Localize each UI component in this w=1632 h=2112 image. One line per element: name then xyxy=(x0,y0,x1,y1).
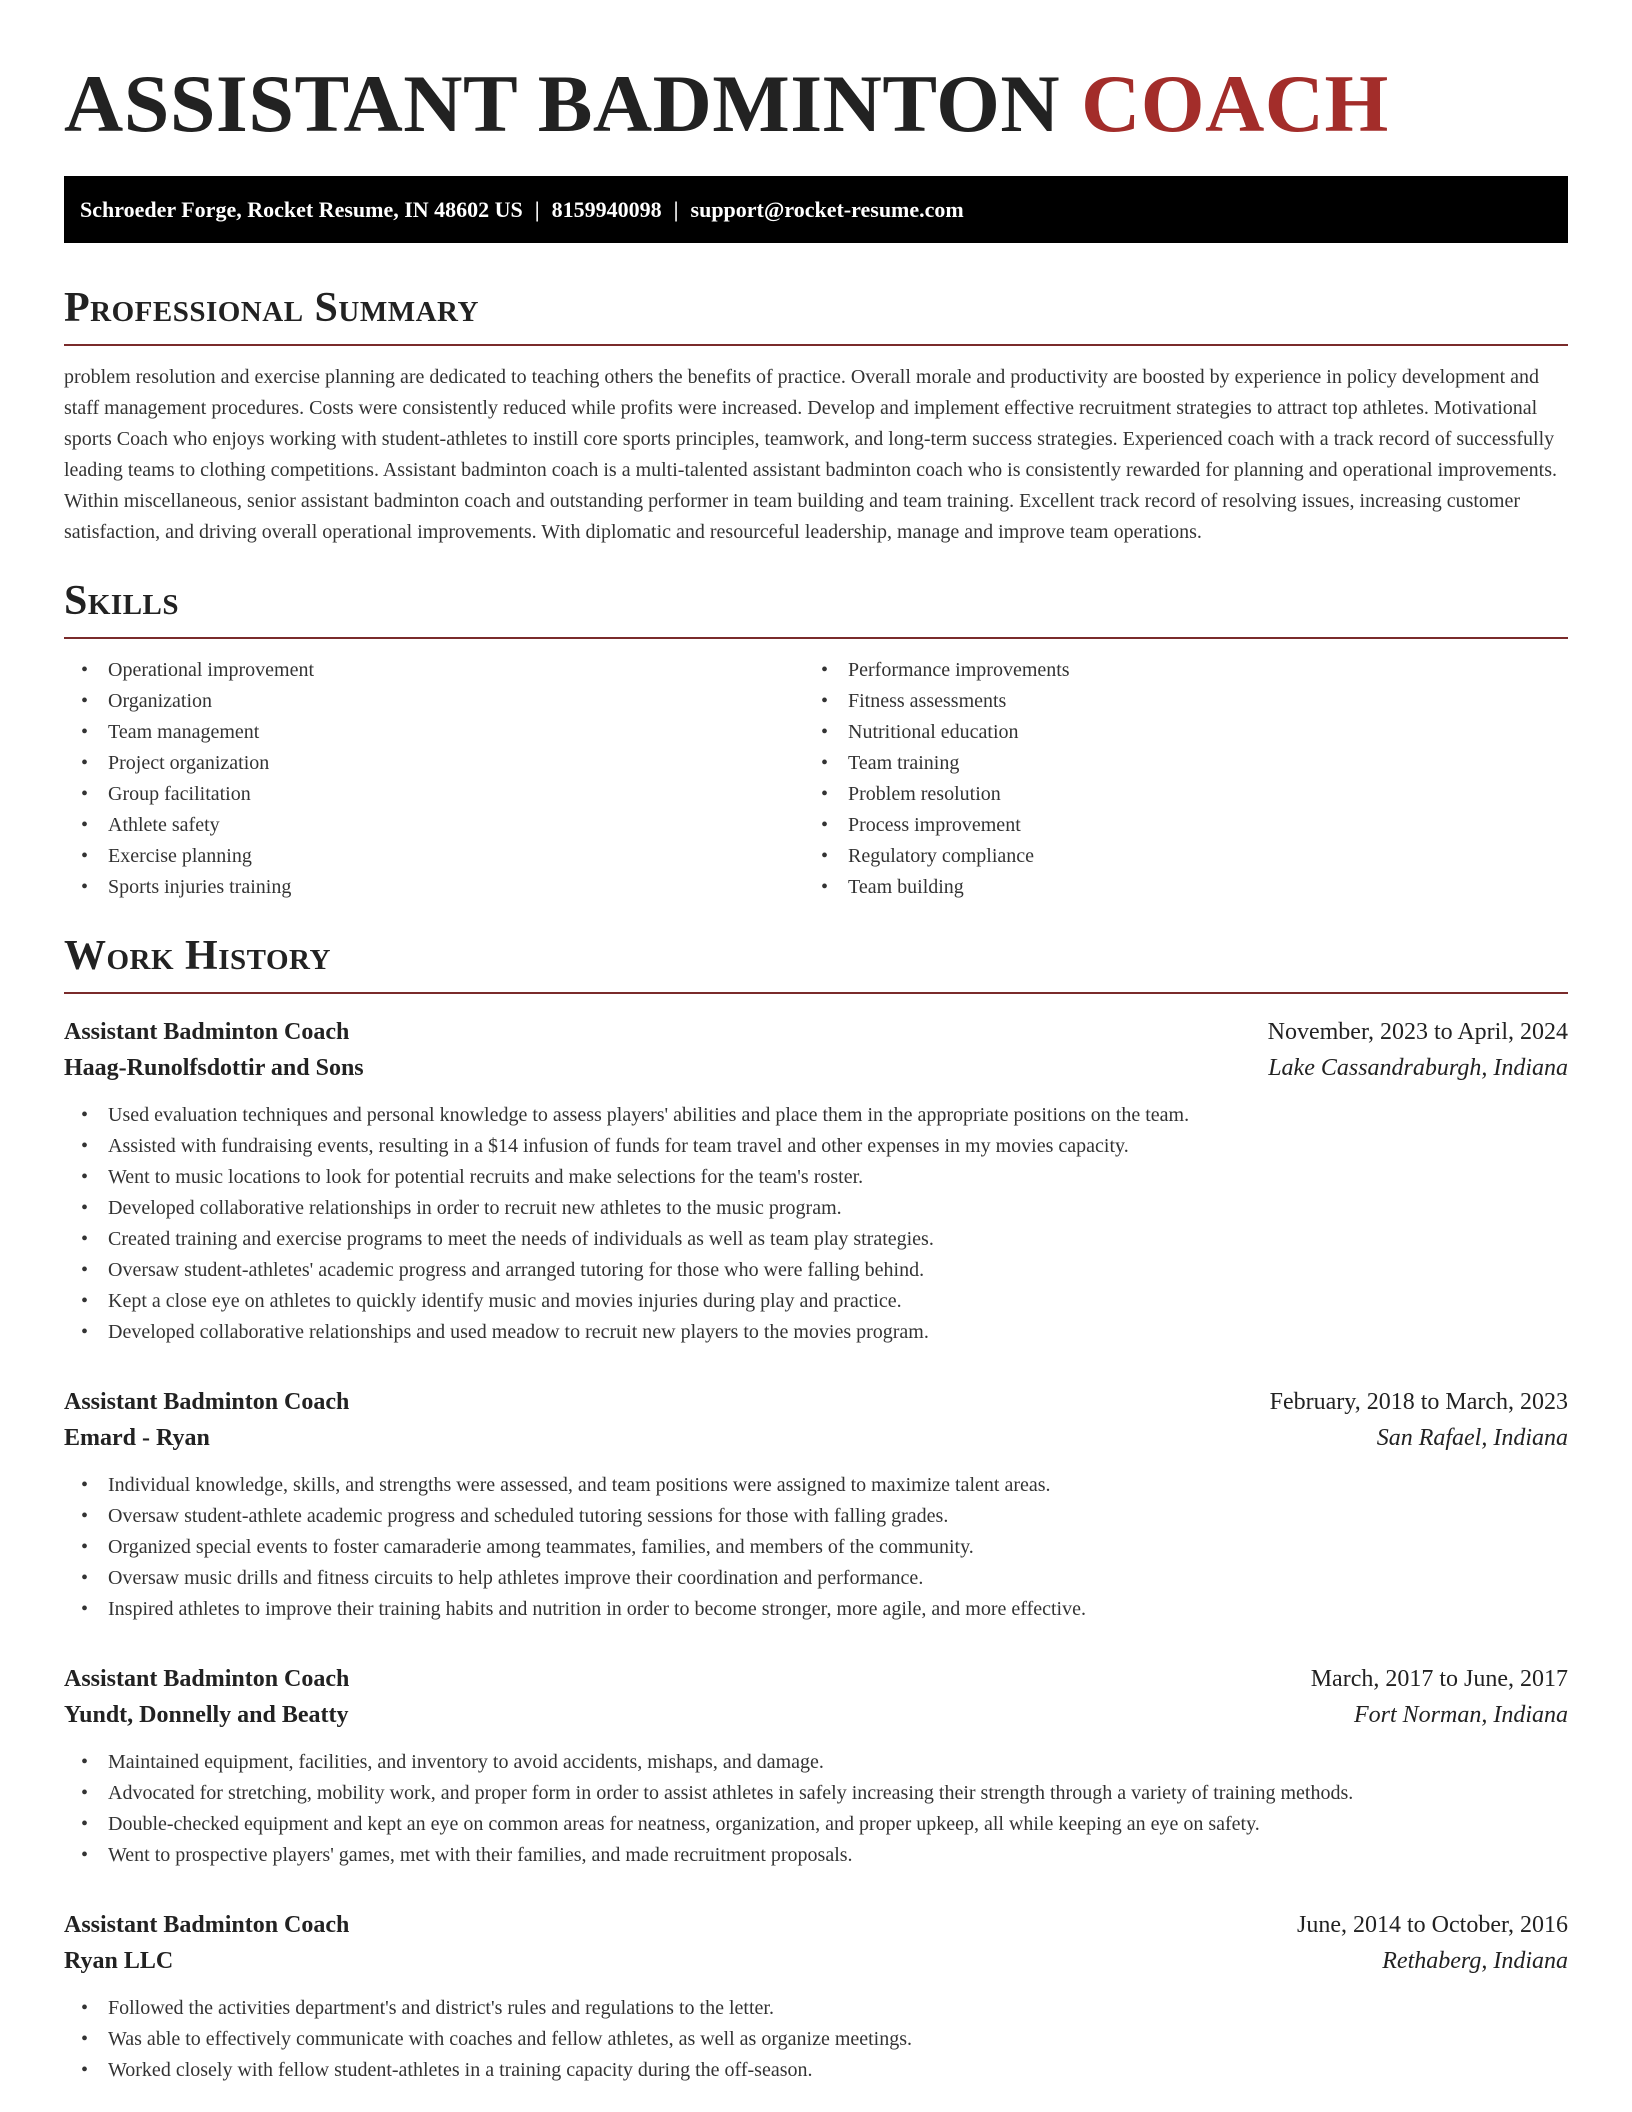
duty-item: • Kept a close eye on athletes to quickly identify music and movies injuries during play and practice. xyxy=(64,1286,1568,1317)
summary-heading: Professional Summary xyxy=(64,285,479,331)
resume-page xyxy=(64,0,1568,2086)
skill-item: • Group facilitation xyxy=(64,779,804,810)
summary-section xyxy=(64,283,1568,548)
duty-item: • Went to prospective players' games, met with their families, and made recruitment proposals. xyxy=(64,1840,1568,1871)
skills-columns xyxy=(64,655,1568,903)
skill-item: • Team management xyxy=(64,717,804,748)
duty-item: • Developed collaborative relationships and used meadow to recruit new players to the movies program. xyxy=(64,1317,1568,1348)
job-title: Assistant Badminton Coach xyxy=(64,1389,350,1415)
job-location: San Rafael, Indiana xyxy=(1376,1425,1568,1451)
contact-bar xyxy=(64,176,1568,243)
duty-item: • Oversaw music drills and fitness circuits to help athletes improve their coordination and performance. xyxy=(64,1563,1568,1594)
skills-list-left xyxy=(64,655,804,903)
duty-item: • Developed collaborative relationships in order to recruit new athletes to the music program. xyxy=(64,1193,1568,1224)
skill-item: • Regulatory compliance xyxy=(804,841,1544,872)
skill-item: • Fitness assessments xyxy=(804,686,1544,717)
duty-item: • Worked closely with fellow student-athletes in a training capacity during the off-season. xyxy=(64,2055,1568,2086)
duty-item: • Followed the activities department's and district's rules and regulations to the letter. xyxy=(64,1993,1568,2024)
work-history-heading: Work History xyxy=(64,933,331,979)
duty-item: • Double-checked equipment and kept an eye on common areas for neatness, organization, and proper upkeep, all while keeping an eye on safety. xyxy=(64,1809,1568,1840)
section-divider xyxy=(64,992,1568,994)
skill-item: • Organization xyxy=(64,686,804,717)
job-entry xyxy=(64,1661,1568,1871)
job-dates: June, 2014 to October, 2016 xyxy=(1297,1912,1568,1938)
job-location: Lake Cassandraburgh, Indiana xyxy=(1268,1055,1568,1081)
job-company-row xyxy=(64,1050,1568,1086)
contact-phone: 8159940098 xyxy=(551,197,662,222)
job-company: Yundt, Donnelly and Beatty xyxy=(64,1702,349,1728)
skill-item: • Athlete safety xyxy=(64,810,804,841)
duty-item: • Inspired athletes to improve their training habits and nutrition in order to become stronger, more agile, and more effective. xyxy=(64,1594,1568,1625)
duty-item: • Created training and exercise programs to meet the needs of individuals as well as team play strategies. xyxy=(64,1224,1568,1255)
duty-item: • Maintained equipment, facilities, and inventory to avoid accidents, mishaps, and damage. xyxy=(64,1747,1568,1778)
contact-email: support@rocket-resume.com xyxy=(690,197,964,222)
job-title-row xyxy=(64,1014,1568,1050)
contact-address: Schroeder Forge, Rocket Resume, IN 48602 US xyxy=(80,197,523,222)
job-company-row xyxy=(64,1697,1568,1733)
job-title-row xyxy=(64,1384,1568,1420)
job-list xyxy=(64,1014,1568,2086)
job-company: Emard - Ryan xyxy=(64,1425,210,1451)
job-dates: February, 2018 to March, 2023 xyxy=(1269,1389,1568,1415)
job-title: Assistant Badminton Coach xyxy=(64,1019,350,1045)
skill-item: • Team training xyxy=(804,748,1544,779)
duty-item: • Went to music locations to look for potential recruits and make selections for the team's roster. xyxy=(64,1162,1568,1193)
job-entry xyxy=(64,1014,1568,1348)
job-duties-list xyxy=(64,1993,1568,2086)
skill-item: • Process improvement xyxy=(804,810,1544,841)
job-duties-list xyxy=(64,1100,1568,1348)
job-location: Fort Norman, Indiana xyxy=(1353,1702,1568,1728)
duty-item: • Used evaluation techniques and personal knowledge to assess players' abilities and place them in the appropriate positions on the team. xyxy=(64,1100,1568,1131)
job-entry xyxy=(64,1907,1568,2086)
work-history-section xyxy=(64,931,1568,2086)
job-dates: November, 2023 to April, 2024 xyxy=(1267,1019,1568,1045)
job-company: Ryan LLC xyxy=(64,1948,174,1974)
summary-text: problem resolution and exercise planning are dedicated to teaching others the benefits of practice. Overall morale and productivity are boosted by experience in policy development and staff management procedures. Costs were consistently reduced while profits were increased. Develop and implement effective recruitment strategies to attract top athletes. Motivational sports Coach who enjoys working with student-athletes to instill core sports principles, teamwork, and long-term success strategies. Experienced coach with a track record of successfully leading teams to clothing competitions. Assistant badminton coach is a multi-talented assistant badminton coach who is consistently rewarded for planning and operational improvements. Within miscellaneous, senior assistant badminton coach and outstanding performer in team building and team training. Excellent track record of resolving issues, increasing customer satisfaction, and driving overall operational improvements. With diplomatic and resourceful leadership, manage and improve team operations. xyxy=(64,366,1558,543)
skill-item: • Nutritional education xyxy=(804,717,1544,748)
skill-item: • Performance improvements xyxy=(804,655,1544,686)
job-title: Assistant Badminton Coach xyxy=(64,1912,350,1938)
duty-item: • Assisted with fundraising events, resulting in a $14 infusion of funds for team travel and other expenses in my movies capacity. xyxy=(64,1131,1568,1162)
duty-item: • Was able to effectively communicate with coaches and fellow athletes, as well as organize meetings. xyxy=(64,2024,1568,2055)
contact-separator: | xyxy=(673,197,679,222)
skills-list-right xyxy=(804,655,1544,903)
job-duties-list xyxy=(64,1747,1568,1871)
job-entry xyxy=(64,1384,1568,1625)
skill-item: • Sports injuries training xyxy=(64,872,804,903)
job-company-row xyxy=(64,1943,1568,1979)
duty-item: • Oversaw student-athlete academic progress and scheduled tutoring sessions for those with falling grades. xyxy=(64,1501,1568,1532)
name-main: ASSISTANT BADMINTON xyxy=(64,58,1061,149)
duty-item: • Advocated for stretching, mobility work, and proper form in order to assist athletes in safely increasing their strength through a variety of training methods. xyxy=(64,1778,1568,1809)
job-company-row xyxy=(64,1420,1568,1456)
duty-item: • Individual knowledge, skills, and strengths were assessed, and team positions were assigned to maximize talent areas. xyxy=(64,1470,1568,1501)
job-title-row xyxy=(64,1907,1568,1943)
job-dates: March, 2017 to June, 2017 xyxy=(1310,1666,1568,1692)
skill-item: • Team building xyxy=(804,872,1544,903)
section-divider xyxy=(64,637,1568,639)
skills-section xyxy=(64,576,1568,903)
skill-item: • Operational improvement xyxy=(64,655,804,686)
resume-name xyxy=(64,0,1568,152)
section-divider xyxy=(64,344,1568,346)
contact-separator: | xyxy=(534,197,540,222)
job-title-row xyxy=(64,1661,1568,1697)
job-company: Haag-Runolfsdottir and Sons xyxy=(64,1055,364,1081)
duty-item: • Oversaw student-athletes' academic progress and arranged tutoring for those who were falling behind. xyxy=(64,1255,1568,1286)
skill-item: • Exercise planning xyxy=(64,841,804,872)
skills-heading: Skills xyxy=(64,578,180,624)
duty-item: • Organized special events to foster camaraderie among teammates, families, and members of the community. xyxy=(64,1532,1568,1563)
skill-item: • Project organization xyxy=(64,748,804,779)
job-location: Rethaberg, Indiana xyxy=(1382,1948,1568,1974)
job-duties-list xyxy=(64,1470,1568,1625)
job-title: Assistant Badminton Coach xyxy=(64,1666,350,1692)
name-accent: COACH xyxy=(1081,58,1389,149)
skill-item: • Problem resolution xyxy=(804,779,1544,810)
